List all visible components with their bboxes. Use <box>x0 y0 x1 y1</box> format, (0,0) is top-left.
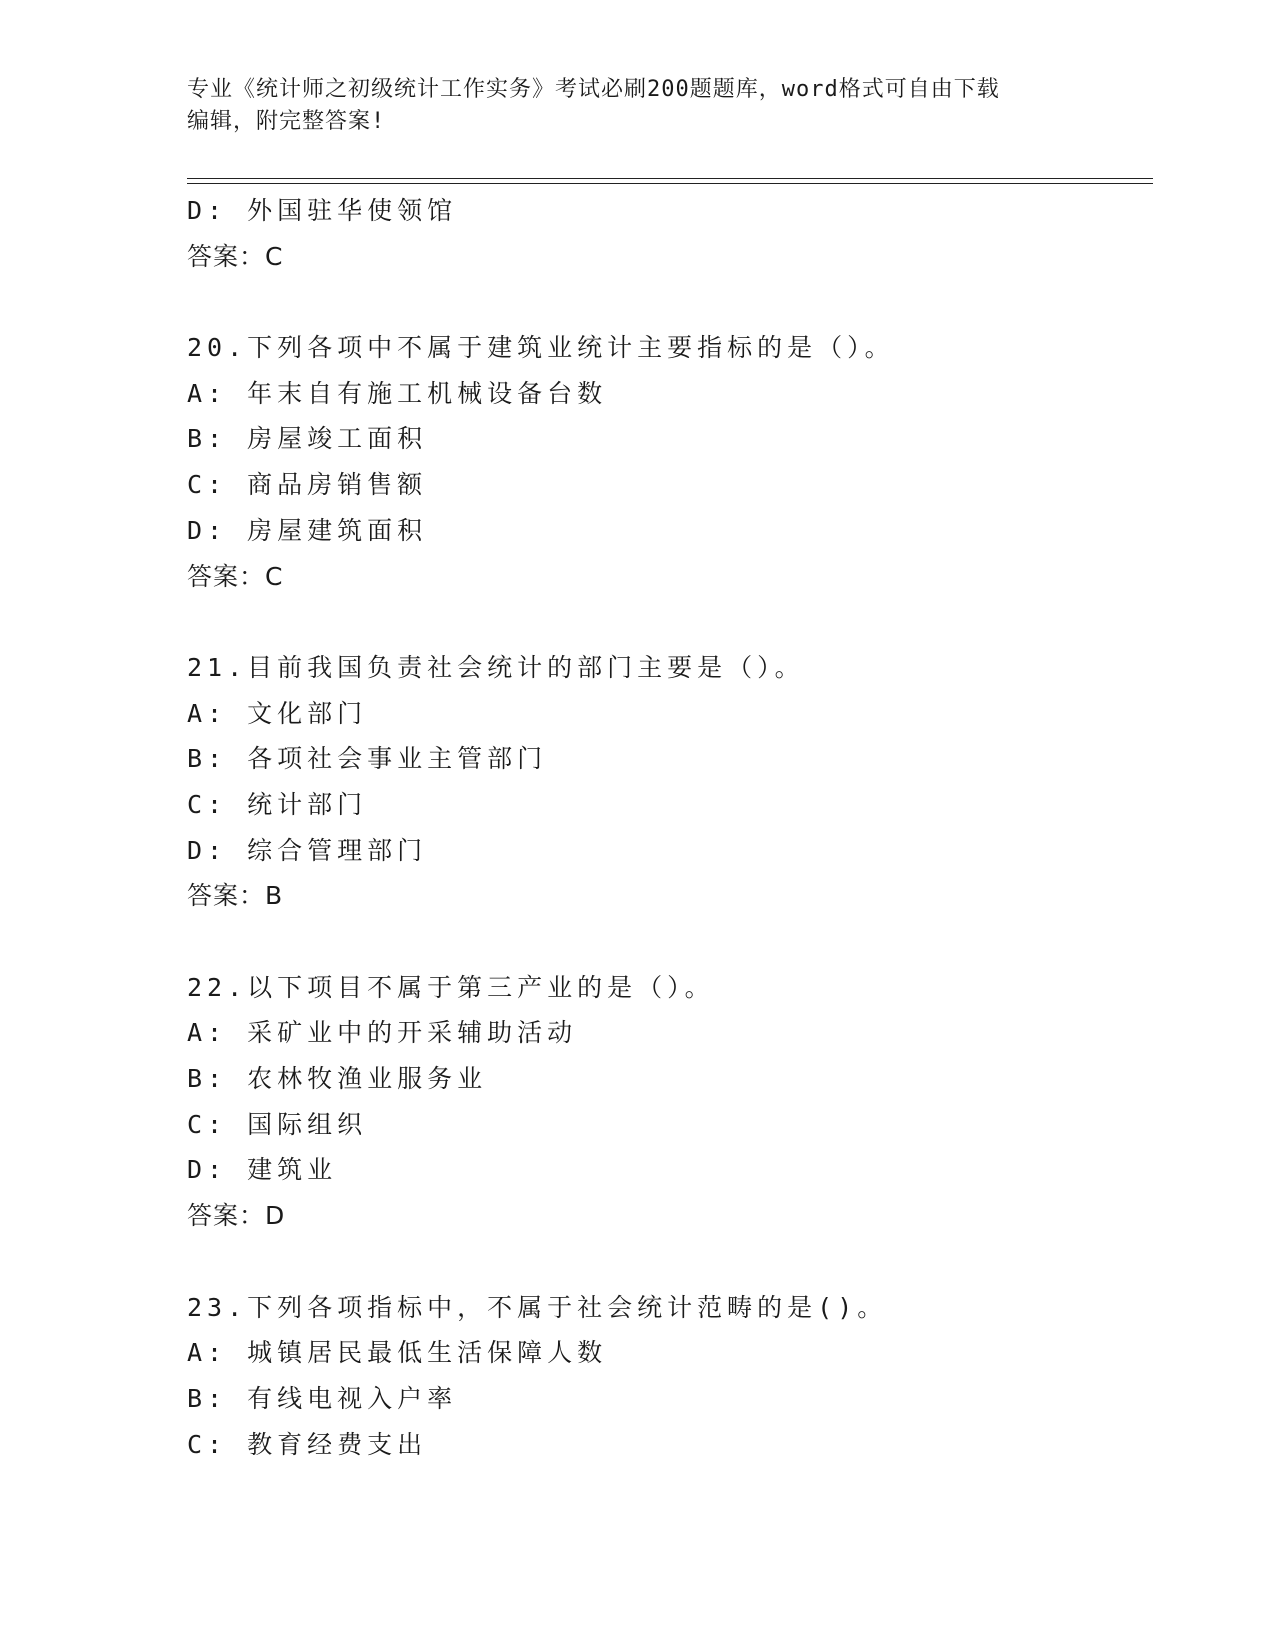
question-stem: 21.目前我国负责社会统计的部门主要是（）。 <box>187 652 805 682</box>
header-rule-top <box>187 178 1153 179</box>
option-a: A: 城镇居民最低生活保障人数 <box>187 1338 608 1368</box>
header-line-2: 编辑，附完整答案! <box>187 109 386 134</box>
option-c: C: 商品房销售额 <box>187 470 428 500</box>
spacer <box>187 599 1153 645</box>
header-rule-bottom <box>187 183 1153 184</box>
question-stem: 20.下列各项中不属于建筑业统计主要指标的是（）。 <box>187 333 895 363</box>
answer: 答案：C <box>187 561 284 591</box>
option-b: B: 有线电视入户率 <box>187 1383 458 1413</box>
document-header <box>187 74 1087 138</box>
option-d: D: 外国驻华使领馆 <box>187 196 458 225</box>
question-23 <box>187 1285 1153 1468</box>
question-list <box>187 188 1153 1467</box>
option-a: A: 采矿业中的开采辅助活动 <box>187 1018 578 1048</box>
option-c: C: 统计部门 <box>187 789 368 819</box>
question-19-tail <box>187 188 1153 279</box>
question-20 <box>187 325 1153 599</box>
question-22 <box>187 965 1153 1239</box>
question-stem: 23.下列各项指标中，不属于社会统计范畴的是()。 <box>187 1292 888 1322</box>
option-d: D: 综合管理部门 <box>187 835 428 865</box>
option-d: D: 建筑业 <box>187 1155 338 1185</box>
answer: 答案：D <box>187 1201 286 1231</box>
header-line-1: 专业《统计师之初级统计工作实务》考试必刷200题题库，word格式可自由下载 <box>187 77 1000 102</box>
option-b: B: 农林牧渔业服务业 <box>187 1064 488 1094</box>
spacer <box>187 279 1153 325</box>
option-a: A: 年末自有施工机械设备台数 <box>187 378 608 408</box>
spacer <box>187 919 1153 965</box>
option-b: B: 各项社会事业主管部门 <box>187 744 548 774</box>
question-21 <box>187 645 1153 919</box>
question-stem: 22.以下项目不属于第三产业的是（）。 <box>187 972 715 1002</box>
option-c: C: 教育经费支出 <box>187 1429 428 1459</box>
spacer <box>187 1239 1153 1285</box>
option-d: D: 房屋建筑面积 <box>187 515 428 545</box>
option-a: A: 文化部门 <box>187 698 368 728</box>
answer: 答案：B <box>187 881 284 911</box>
option-b: B: 房屋竣工面积 <box>187 424 428 454</box>
answer: 答案：C <box>187 241 284 271</box>
option-c: C: 国际组织 <box>187 1109 368 1139</box>
